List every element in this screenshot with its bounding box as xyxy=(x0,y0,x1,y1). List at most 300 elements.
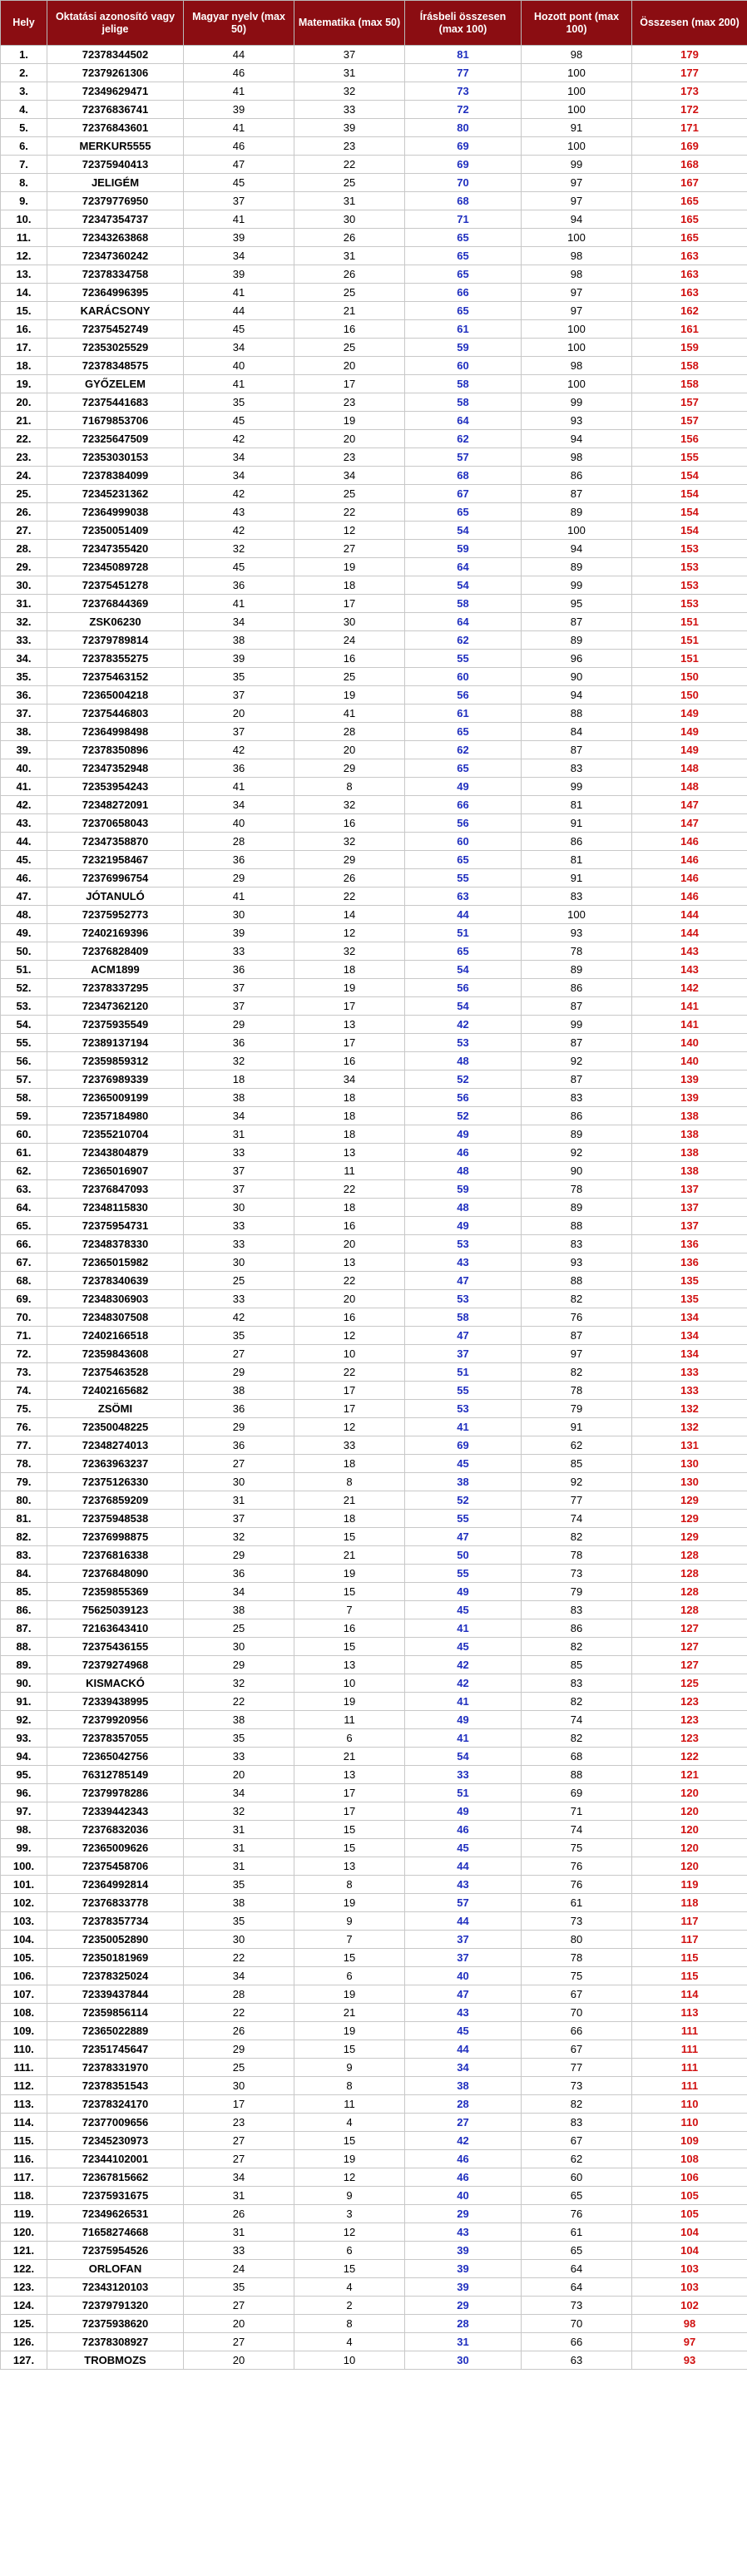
cell-hely: 78. xyxy=(1,1455,47,1473)
table-row xyxy=(1,2059,747,2077)
cell-hely: 52. xyxy=(1,979,47,997)
table-row xyxy=(1,2022,747,2040)
cell-hozott: 91 xyxy=(522,869,632,888)
header-hozott: Hozott pont (max 100) xyxy=(522,1,632,46)
cell-hozott: 92 xyxy=(522,1473,632,1491)
cell-matematika: 15 xyxy=(294,2260,405,2278)
cell-irasbeli: 27 xyxy=(405,2114,522,2132)
cell-irasbeli: 57 xyxy=(405,1894,522,1912)
cell-hely: 67. xyxy=(1,1253,47,1272)
cell-magyar: 42 xyxy=(184,522,294,540)
cell-azonosito: 72376832036 xyxy=(47,1821,184,1839)
cell-hely: 119. xyxy=(1,2205,47,2223)
cell-osszesen: 173 xyxy=(632,82,747,101)
cell-hozott: 87 xyxy=(522,613,632,631)
cell-hely: 97. xyxy=(1,1802,47,1821)
cell-matematika: 6 xyxy=(294,2242,405,2260)
cell-magyar: 34 xyxy=(184,1583,294,1601)
cell-magyar: 30 xyxy=(184,1638,294,1656)
cell-hozott: 78 xyxy=(522,1382,632,1400)
table-row xyxy=(1,1510,747,1528)
cell-osszesen: 147 xyxy=(632,796,747,814)
cell-azonosito: 72325647509 xyxy=(47,430,184,448)
cell-hely: 76. xyxy=(1,1418,47,1436)
cell-hozott: 97 xyxy=(522,174,632,192)
cell-osszesen: 139 xyxy=(632,1070,747,1089)
cell-osszesen: 167 xyxy=(632,174,747,192)
cell-hely: 50. xyxy=(1,942,47,961)
cell-matematika: 10 xyxy=(294,2351,405,2370)
cell-magyar: 33 xyxy=(184,1217,294,1235)
table-row xyxy=(1,485,747,503)
cell-magyar: 36 xyxy=(184,576,294,595)
table-row xyxy=(1,723,747,741)
cell-osszesen: 111 xyxy=(632,2022,747,2040)
cell-hely: 91. xyxy=(1,1693,47,1711)
cell-hely: 86. xyxy=(1,1601,47,1619)
cell-hozott: 65 xyxy=(522,2187,632,2205)
table-row xyxy=(1,1272,747,1290)
cell-osszesen: 163 xyxy=(632,284,747,302)
cell-irasbeli: 65 xyxy=(405,247,522,265)
cell-magyar: 35 xyxy=(184,1876,294,1894)
cell-magyar: 34 xyxy=(184,448,294,467)
cell-matematika: 18 xyxy=(294,961,405,979)
table-row xyxy=(1,1693,747,1711)
table-row xyxy=(1,1546,747,1565)
cell-osszesen: 149 xyxy=(632,741,747,759)
cell-hely: 82. xyxy=(1,1528,47,1546)
table-row xyxy=(1,2095,747,2114)
cell-matematika: 23 xyxy=(294,393,405,412)
cell-magyar: 32 xyxy=(184,1802,294,1821)
cell-hozott: 100 xyxy=(522,229,632,247)
cell-hely: 93. xyxy=(1,1729,47,1748)
cell-matematika: 31 xyxy=(294,247,405,265)
cell-azonosito: ORLOFAN xyxy=(47,2260,184,2278)
cell-osszesen: 138 xyxy=(632,1162,747,1180)
cell-hely: 27. xyxy=(1,522,47,540)
cell-irasbeli: 56 xyxy=(405,814,522,833)
cell-hozott: 79 xyxy=(522,1583,632,1601)
cell-osszesen: 157 xyxy=(632,412,747,430)
cell-magyar: 34 xyxy=(184,1967,294,1985)
cell-hely: 74. xyxy=(1,1382,47,1400)
cell-azonosito: 72375463152 xyxy=(47,668,184,686)
cell-azonosito: ZSÖMI xyxy=(47,1400,184,1418)
cell-irasbeli: 34 xyxy=(405,2059,522,2077)
cell-irasbeli: 43 xyxy=(405,2223,522,2242)
table-row xyxy=(1,1382,747,1400)
cell-matematika: 16 xyxy=(294,1052,405,1070)
header-hely: Hely xyxy=(1,1,47,46)
cell-hozott: 67 xyxy=(522,1985,632,2004)
cell-magyar: 44 xyxy=(184,46,294,64)
cell-hely: 19. xyxy=(1,375,47,393)
table-row xyxy=(1,1784,747,1802)
cell-magyar: 37 xyxy=(184,723,294,741)
table-row xyxy=(1,869,747,888)
cell-osszesen: 148 xyxy=(632,759,747,778)
cell-hozott: 69 xyxy=(522,1784,632,1802)
cell-osszesen: 128 xyxy=(632,1565,747,1583)
cell-hozott: 77 xyxy=(522,1491,632,1510)
table-row xyxy=(1,2040,747,2059)
cell-magyar: 34 xyxy=(184,247,294,265)
cell-osszesen: 114 xyxy=(632,1985,747,2004)
cell-osszesen: 165 xyxy=(632,210,747,229)
cell-hely: 43. xyxy=(1,814,47,833)
cell-hozott: 91 xyxy=(522,814,632,833)
cell-magyar: 25 xyxy=(184,1619,294,1638)
cell-azonosito: 72375938620 xyxy=(47,2315,184,2333)
cell-matematika: 19 xyxy=(294,412,405,430)
cell-irasbeli: 30 xyxy=(405,2351,522,2370)
cell-hely: 41. xyxy=(1,778,47,796)
cell-azonosito: 72365009199 xyxy=(47,1089,184,1107)
cell-azonosito: 72375451278 xyxy=(47,576,184,595)
cell-irasbeli: 61 xyxy=(405,320,522,339)
cell-osszesen: 168 xyxy=(632,156,747,174)
table-row xyxy=(1,686,747,705)
cell-irasbeli: 65 xyxy=(405,723,522,741)
cell-osszesen: 177 xyxy=(632,64,747,82)
cell-hozott: 93 xyxy=(522,412,632,430)
cell-azonosito: 72345089728 xyxy=(47,558,184,576)
cell-magyar: 27 xyxy=(184,2150,294,2168)
table-row xyxy=(1,1931,747,1949)
table-row xyxy=(1,540,747,558)
cell-azonosito: 72365009626 xyxy=(47,1839,184,1857)
cell-matematika: 10 xyxy=(294,1345,405,1363)
cell-magyar: 45 xyxy=(184,320,294,339)
cell-irasbeli: 65 xyxy=(405,851,522,869)
table-row xyxy=(1,284,747,302)
cell-magyar: 46 xyxy=(184,64,294,82)
cell-matematika: 31 xyxy=(294,64,405,82)
table-row xyxy=(1,2351,747,2370)
cell-magyar: 32 xyxy=(184,540,294,558)
cell-irasbeli: 62 xyxy=(405,430,522,448)
cell-magyar: 35 xyxy=(184,1729,294,1748)
cell-hely: 18. xyxy=(1,357,47,375)
cell-magyar: 30 xyxy=(184,1199,294,1217)
cell-matematika: 11 xyxy=(294,1162,405,1180)
cell-irasbeli: 42 xyxy=(405,1016,522,1034)
cell-matematika: 8 xyxy=(294,2077,405,2095)
cell-osszesen: 158 xyxy=(632,357,747,375)
cell-matematika: 3 xyxy=(294,2205,405,2223)
cell-irasbeli: 53 xyxy=(405,1290,522,1308)
table-row xyxy=(1,1016,747,1034)
cell-hozott: 82 xyxy=(522,1290,632,1308)
cell-irasbeli: 38 xyxy=(405,2077,522,2095)
cell-hozott: 100 xyxy=(522,82,632,101)
cell-azonosito: 71658274668 xyxy=(47,2223,184,2242)
cell-hely: 46. xyxy=(1,869,47,888)
cell-hozott: 100 xyxy=(522,906,632,924)
cell-azonosito: JÓTANULÓ xyxy=(47,888,184,906)
table-row xyxy=(1,1601,747,1619)
cell-azonosito: 72365022889 xyxy=(47,2022,184,2040)
table-row xyxy=(1,833,747,851)
cell-osszesen: 117 xyxy=(632,1931,747,1949)
table-row xyxy=(1,2205,747,2223)
table-row xyxy=(1,156,747,174)
cell-hely: 123. xyxy=(1,2278,47,2297)
cell-hely: 57. xyxy=(1,1070,47,1089)
cell-magyar: 20 xyxy=(184,705,294,723)
table-row xyxy=(1,705,747,723)
cell-matematika: 30 xyxy=(294,210,405,229)
cell-matematika: 22 xyxy=(294,888,405,906)
cell-osszesen: 135 xyxy=(632,1272,747,1290)
cell-hely: 58. xyxy=(1,1089,47,1107)
cell-azonosito: 72375452749 xyxy=(47,320,184,339)
cell-matematika: 39 xyxy=(294,119,405,137)
cell-hozott: 89 xyxy=(522,961,632,979)
cell-osszesen: 123 xyxy=(632,1693,747,1711)
cell-hozott: 88 xyxy=(522,705,632,723)
cell-irasbeli: 59 xyxy=(405,339,522,357)
cell-osszesen: 128 xyxy=(632,1546,747,1565)
cell-azonosito: 72377009656 xyxy=(47,2114,184,2132)
table-row xyxy=(1,503,747,522)
cell-matematika: 18 xyxy=(294,1107,405,1125)
cell-hozott: 83 xyxy=(522,1601,632,1619)
cell-matematika: 23 xyxy=(294,448,405,467)
cell-osszesen: 113 xyxy=(632,2004,747,2022)
cell-osszesen: 129 xyxy=(632,1510,747,1528)
cell-hozott: 87 xyxy=(522,485,632,503)
table-row xyxy=(1,1400,747,1418)
cell-hely: 4. xyxy=(1,101,47,119)
table-row xyxy=(1,1418,747,1436)
cell-matematika: 18 xyxy=(294,576,405,595)
cell-hozott: 75 xyxy=(522,1967,632,1985)
cell-hozott: 88 xyxy=(522,1217,632,1235)
cell-magyar: 41 xyxy=(184,210,294,229)
cell-hozott: 94 xyxy=(522,540,632,558)
cell-matematika: 34 xyxy=(294,467,405,485)
cell-hely: 36. xyxy=(1,686,47,705)
cell-irasbeli: 54 xyxy=(405,576,522,595)
cell-hozott: 66 xyxy=(522,2333,632,2351)
table-row xyxy=(1,1619,747,1638)
cell-matematika: 9 xyxy=(294,1912,405,1931)
cell-hely: 126. xyxy=(1,2333,47,2351)
cell-matematika: 13 xyxy=(294,1857,405,1876)
cell-hely: 87. xyxy=(1,1619,47,1638)
cell-hozott: 83 xyxy=(522,1674,632,1693)
cell-osszesen: 120 xyxy=(632,1857,747,1876)
table-row xyxy=(1,522,747,540)
cell-hely: 25. xyxy=(1,485,47,503)
cell-irasbeli: 56 xyxy=(405,686,522,705)
cell-hely: 32. xyxy=(1,613,47,631)
cell-azonosito: 72376828409 xyxy=(47,942,184,961)
cell-azonosito: 72353954243 xyxy=(47,778,184,796)
cell-matematika: 12 xyxy=(294,1418,405,1436)
cell-irasbeli: 59 xyxy=(405,540,522,558)
cell-irasbeli: 53 xyxy=(405,1400,522,1418)
cell-osszesen: 120 xyxy=(632,1821,747,1839)
cell-osszesen: 120 xyxy=(632,1839,747,1857)
cell-irasbeli: 65 xyxy=(405,759,522,778)
cell-matematika: 15 xyxy=(294,1583,405,1601)
cell-magyar: 33 xyxy=(184,1290,294,1308)
table-row xyxy=(1,393,747,412)
cell-hely: 124. xyxy=(1,2297,47,2315)
cell-azonosito: 72345230973 xyxy=(47,2132,184,2150)
cell-azonosito: ACM1899 xyxy=(47,961,184,979)
table-row xyxy=(1,1748,747,1766)
table-row xyxy=(1,119,747,137)
cell-osszesen: 161 xyxy=(632,320,747,339)
cell-irasbeli: 57 xyxy=(405,448,522,467)
cell-osszesen: 137 xyxy=(632,1180,747,1199)
table-row xyxy=(1,814,747,833)
cell-hely: 69. xyxy=(1,1290,47,1308)
cell-osszesen: 150 xyxy=(632,668,747,686)
cell-matematika: 34 xyxy=(294,1070,405,1089)
cell-hely: 53. xyxy=(1,997,47,1016)
cell-osszesen: 144 xyxy=(632,906,747,924)
cell-osszesen: 165 xyxy=(632,229,747,247)
cell-hozott: 60 xyxy=(522,2168,632,2187)
cell-azonosito: 72339437844 xyxy=(47,1985,184,2004)
cell-osszesen: 117 xyxy=(632,1912,747,1931)
cell-hely: 22. xyxy=(1,430,47,448)
cell-azonosito: 72364996395 xyxy=(47,284,184,302)
table-row xyxy=(1,2187,747,2205)
cell-osszesen: 163 xyxy=(632,247,747,265)
cell-irasbeli: 47 xyxy=(405,1528,522,1546)
cell-irasbeli: 51 xyxy=(405,1363,522,1382)
cell-irasbeli: 47 xyxy=(405,1272,522,1290)
cell-hely: 127. xyxy=(1,2351,47,2370)
cell-matematika: 22 xyxy=(294,1272,405,1290)
cell-magyar: 39 xyxy=(184,229,294,247)
cell-hozott: 97 xyxy=(522,284,632,302)
cell-hozott: 94 xyxy=(522,210,632,229)
cell-irasbeli: 42 xyxy=(405,2132,522,2150)
cell-azonosito: JELIGÉM xyxy=(47,174,184,192)
cell-hely: 15. xyxy=(1,302,47,320)
cell-azonosito: 72357184980 xyxy=(47,1107,184,1125)
cell-magyar: 20 xyxy=(184,2315,294,2333)
cell-hely: 109. xyxy=(1,2022,47,2040)
cell-azonosito: 72375458706 xyxy=(47,1857,184,1876)
cell-azonosito: 72348307508 xyxy=(47,1308,184,1327)
cell-magyar: 33 xyxy=(184,1144,294,1162)
cell-osszesen: 143 xyxy=(632,961,747,979)
table-row xyxy=(1,1089,747,1107)
cell-irasbeli: 72 xyxy=(405,101,522,119)
cell-osszesen: 134 xyxy=(632,1327,747,1345)
cell-hozott: 78 xyxy=(522,1546,632,1565)
cell-irasbeli: 52 xyxy=(405,1070,522,1089)
cell-matematika: 33 xyxy=(294,1436,405,1455)
cell-azonosito: 72376996754 xyxy=(47,869,184,888)
cell-azonosito: 72370658043 xyxy=(47,814,184,833)
cell-hely: 115. xyxy=(1,2132,47,2150)
cell-magyar: 44 xyxy=(184,302,294,320)
cell-hely: 81. xyxy=(1,1510,47,1528)
table-row xyxy=(1,1857,747,1876)
cell-hely: 6. xyxy=(1,137,47,156)
cell-azonosito: 72375948538 xyxy=(47,1510,184,1528)
table-row xyxy=(1,888,747,906)
cell-irasbeli: 60 xyxy=(405,833,522,851)
cell-matematika: 26 xyxy=(294,265,405,284)
cell-irasbeli: 46 xyxy=(405,2168,522,2187)
cell-hozott: 81 xyxy=(522,796,632,814)
cell-irasbeli: 46 xyxy=(405,1144,522,1162)
cell-hozott: 92 xyxy=(522,1052,632,1070)
cell-osszesen: 141 xyxy=(632,1016,747,1034)
cell-hely: 21. xyxy=(1,412,47,430)
cell-magyar: 34 xyxy=(184,1784,294,1802)
cell-irasbeli: 69 xyxy=(405,156,522,174)
cell-irasbeli: 51 xyxy=(405,924,522,942)
cell-hozott: 97 xyxy=(522,302,632,320)
table-row xyxy=(1,997,747,1016)
cell-matematika: 25 xyxy=(294,485,405,503)
cell-magyar: 26 xyxy=(184,2205,294,2223)
cell-magyar: 29 xyxy=(184,1656,294,1674)
cell-azonosito: 72378337295 xyxy=(47,979,184,997)
cell-hozott: 88 xyxy=(522,1272,632,1290)
cell-hely: 55. xyxy=(1,1034,47,1052)
cell-hozott: 82 xyxy=(522,2095,632,2114)
cell-magyar: 27 xyxy=(184,1345,294,1363)
cell-hozott: 91 xyxy=(522,119,632,137)
cell-azonosito: 71679853706 xyxy=(47,412,184,430)
cell-hely: 40. xyxy=(1,759,47,778)
cell-azonosito: 72402166518 xyxy=(47,1327,184,1345)
cell-azonosito: 76312785149 xyxy=(47,1766,184,1784)
cell-hely: 84. xyxy=(1,1565,47,1583)
cell-magyar: 47 xyxy=(184,156,294,174)
cell-hozott: 64 xyxy=(522,2260,632,2278)
table-row xyxy=(1,339,747,357)
cell-hozott: 83 xyxy=(522,1089,632,1107)
cell-azonosito: 72367815662 xyxy=(47,2168,184,2187)
cell-irasbeli: 54 xyxy=(405,961,522,979)
cell-osszesen: 133 xyxy=(632,1363,747,1382)
cell-osszesen: 158 xyxy=(632,375,747,393)
cell-magyar: 22 xyxy=(184,1693,294,1711)
cell-irasbeli: 65 xyxy=(405,265,522,284)
cell-hely: 12. xyxy=(1,247,47,265)
cell-matematika: 20 xyxy=(294,430,405,448)
cell-osszesen: 171 xyxy=(632,119,747,137)
cell-hely: 49. xyxy=(1,924,47,942)
cell-azonosito: 72375954731 xyxy=(47,1217,184,1235)
cell-hely: 60. xyxy=(1,1125,47,1144)
cell-azonosito: 72378384099 xyxy=(47,467,184,485)
cell-hely: 117. xyxy=(1,2168,47,2187)
cell-irasbeli: 46 xyxy=(405,1821,522,1839)
cell-matematika: 8 xyxy=(294,1876,405,1894)
cell-hely: 114. xyxy=(1,2114,47,2132)
table-row xyxy=(1,1199,747,1217)
table-row xyxy=(1,1876,747,1894)
cell-hely: 29. xyxy=(1,558,47,576)
cell-magyar: 40 xyxy=(184,357,294,375)
cell-magyar: 40 xyxy=(184,814,294,833)
